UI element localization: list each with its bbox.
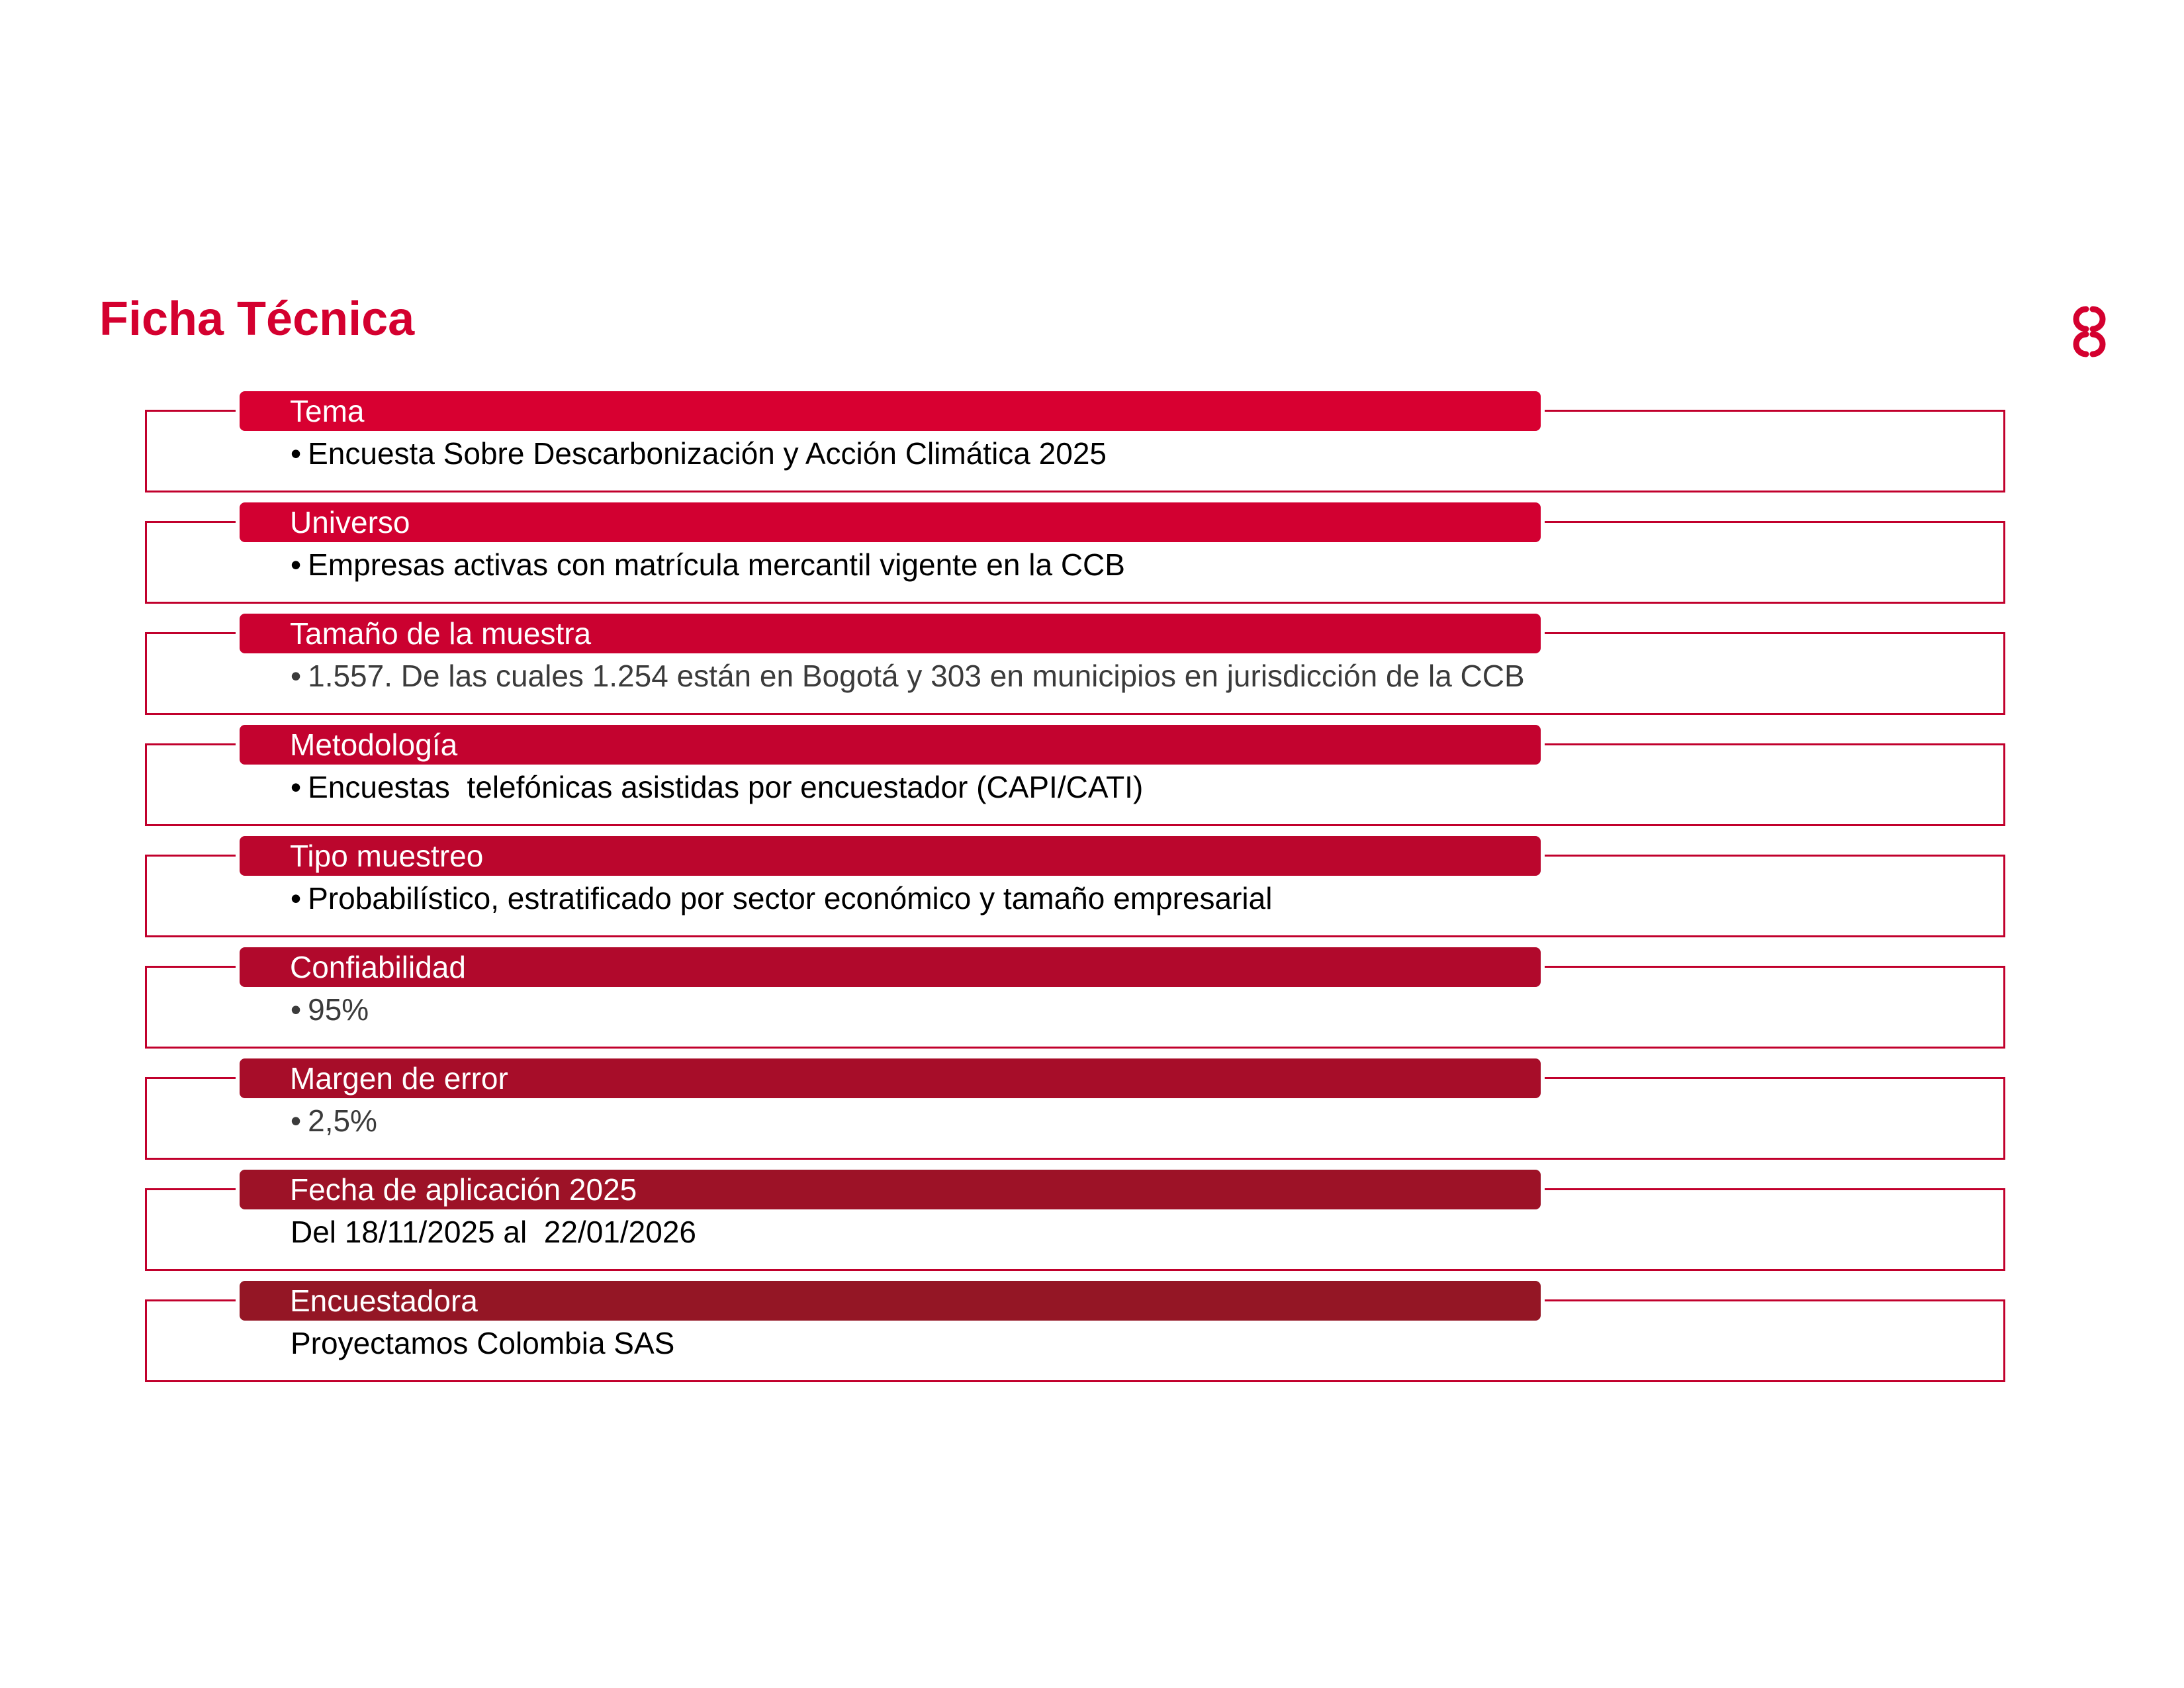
item-text: 2,5% [308,1103,377,1138]
item-header [240,1281,1541,1321]
item-text: 95% [308,992,369,1027]
ficha-item-tamano-muestra [145,614,2005,725]
item-header [240,502,1541,542]
item-content [291,1213,696,1250]
item-text: Probabilístico, estratificado por sector económico y tamaño empresarial [308,881,1273,915]
item-content [291,880,1272,917]
item-content [291,1325,674,1362]
bullet: • [291,659,302,693]
item-text: Encuesta Sobre Descarbonización y Acción Climática 2025 [308,436,1107,471]
item-content [291,657,1525,694]
ficha-item-tema [145,391,2005,502]
item-content [291,546,1125,583]
ficha-item-fecha-aplicacion [145,1170,2005,1281]
ficha-item-margen-error [145,1058,2005,1170]
page-title: Ficha Técnica [99,293,415,346]
item-label: Confiabilidad [290,950,466,984]
item-label: Encuestadora [290,1284,478,1318]
item-label: Tema [290,394,365,428]
ficha-item-metodologia [145,725,2005,836]
item-label: Margen de error [290,1061,508,1096]
item-label: Metodología [290,727,458,762]
ficha-item-universo [145,502,2005,614]
bullet: • [291,992,302,1027]
bullet: • [291,1103,302,1138]
bullet: • [291,436,302,471]
item-header [240,391,1541,431]
bullet: • [291,770,302,804]
item-text: Empresas activas con matrícula mercantil vigente en la CCB [308,547,1125,582]
bullet: • [291,881,302,915]
ficha-item-confiabilidad [145,947,2005,1058]
item-text: 1.557. De las cuales 1.254 están en Bogotá y 303 en municipios en jurisdicción de la CCB [308,659,1525,693]
item-header [240,1170,1541,1209]
item-header [240,947,1541,987]
item-header [240,836,1541,876]
item-header [240,1058,1541,1098]
item-label: Tamaño de la muestra [290,616,592,651]
ccb-logo-icon [2062,303,2116,360]
item-content [291,1102,377,1139]
item-label: Fecha de aplicación 2025 [290,1172,637,1207]
item-content [291,769,1143,806]
item-text: Del 18/11/2025 al 22/01/2026 [291,1215,696,1249]
ficha-item-encuestadora [145,1281,2005,1392]
item-content [291,435,1107,472]
ficha-item-tipo-muestreo [145,836,2005,947]
item-header [240,725,1541,765]
item-content [291,991,369,1028]
item-label: Tipo muestreo [290,839,484,873]
item-text: Proyectamos Colombia SAS [291,1326,675,1360]
item-header [240,614,1541,653]
item-label: Universo [290,505,410,539]
item-text: Encuestas telefónicas asistidas por encuestador (CAPI/CATI) [308,770,1144,804]
bullet: • [291,547,302,582]
